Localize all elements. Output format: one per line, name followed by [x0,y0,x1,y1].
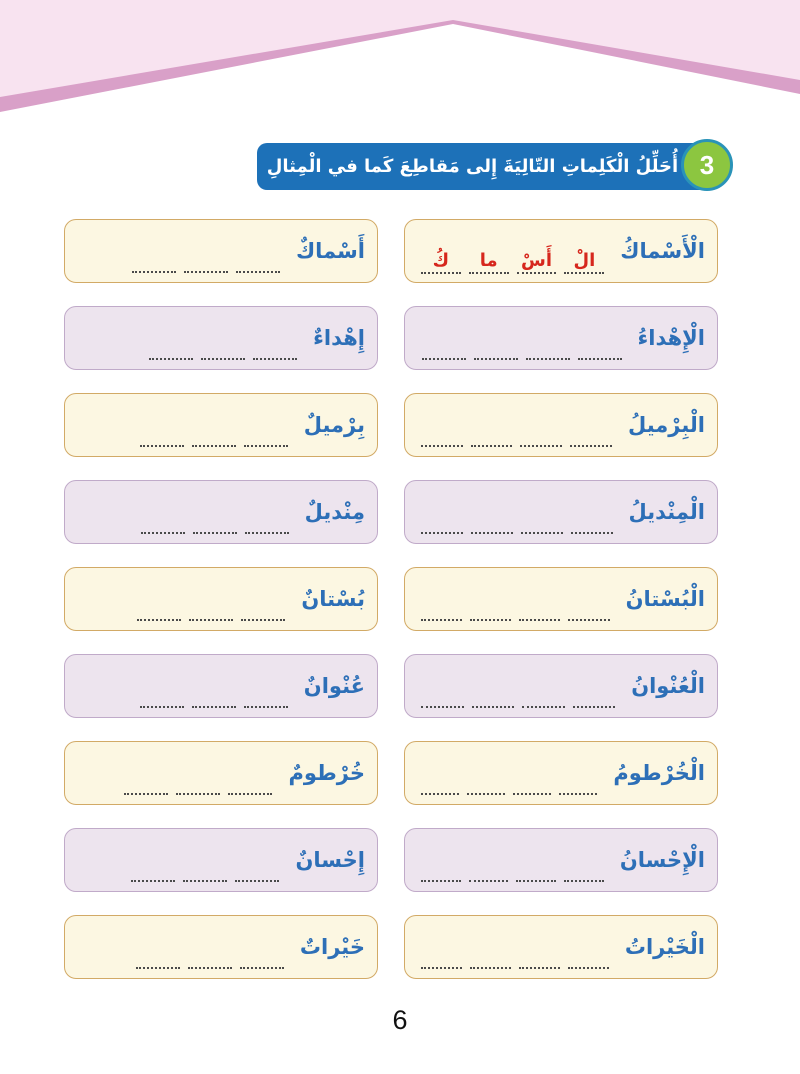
word-box-without-article [64,393,378,457]
word-box-with-article [404,306,718,370]
arabic-word: مِنْديلٌ [304,500,365,524]
syllable-blank [149,332,193,360]
syllable-blank [137,593,181,621]
syllable-blank [467,767,505,795]
exercise-row [64,480,718,544]
syllable-blank [568,593,609,621]
syllable-blank [176,767,220,795]
syllable-blank [245,506,289,534]
syllable-blank [564,854,604,882]
syllable-blank [568,941,609,969]
syllable-blank [470,941,511,969]
arabic-word-with-article: الْخُرْطومُ [613,761,705,785]
syllable-blank [513,767,551,795]
syllable-blank [520,419,562,447]
word-box-with-article [404,915,718,979]
arabic-word: أَسْماكٌ [295,239,365,263]
exercise-title-bar [257,143,715,190]
syllable-blank [421,854,461,882]
syllable-blank [421,593,462,621]
syllable-blank [516,854,556,882]
syllable-blank [131,854,175,882]
arabic-word: بِرْميلٌ [303,413,365,437]
syllable-blank [470,593,511,621]
example-syllable: كُ [421,245,461,274]
word-box-with-article [404,741,718,805]
word-box-without-article [64,567,378,631]
syllable-blank [201,332,245,360]
syllable-blank [578,332,622,360]
syllable-blank [183,854,227,882]
syllable-blank [471,419,513,447]
arabic-word: خُرْطومٌ [288,761,365,785]
syllable-blank [192,419,236,447]
word-box-without-article [64,828,378,892]
syllable-blank [571,506,613,534]
syllable-blank [422,332,466,360]
word-box-without-article [64,306,378,370]
syllable-blank [132,245,176,273]
syllable-blank [184,245,228,273]
word-box-without-article [64,480,378,544]
syllable-blank [244,419,288,447]
exercise-row [64,393,718,457]
example-syllable: ما [469,245,509,274]
syllable-blank [519,941,560,969]
syllable-blank [522,680,565,708]
syllable-blank [421,767,459,795]
exercise-row [64,828,718,892]
syllable-blank [421,941,462,969]
syllable-blank [471,506,513,534]
word-box-with-article [404,219,718,283]
example-syllable: أَسْ [517,245,557,274]
syllable-blank [570,419,612,447]
page-top-decoration [0,0,800,150]
arabic-word-with-article: الْخَيْراتُ [624,935,705,959]
syllable-blank [472,680,515,708]
syllable-blank [573,680,616,708]
arabic-word-with-article: الْإِهْداءُ [637,326,705,350]
syllable-blank [136,941,180,969]
exercise-grid [64,219,718,979]
word-box-without-article [64,915,378,979]
syllable-blank [519,593,560,621]
syllable-blank [235,854,279,882]
arabic-word: إِحْسانٌ [295,848,365,872]
syllable-blank [140,419,184,447]
word-box-without-article [64,654,378,718]
word-box-with-article [404,480,718,544]
word-box-without-article [64,741,378,805]
exercise-row [64,654,718,718]
word-box-without-article [64,219,378,283]
exercise-row [64,741,718,805]
syllable-blank [192,680,236,708]
arabic-word-with-article: الْبُسْتانُ [625,587,705,611]
exercise-row [64,567,718,631]
arabic-word: عُنْوانٌ [303,674,365,698]
syllable-blank [469,854,509,882]
syllable-blank [421,506,463,534]
syllable-blank [236,245,280,273]
syllable-blank [421,419,463,447]
arabic-word: بُسْتانٌ [301,587,365,611]
example-syllable: الْ [564,245,604,274]
exercise-row [64,219,718,283]
syllable-blank [140,680,184,708]
word-box-with-article [404,393,718,457]
syllable-blank [228,767,272,795]
syllable-blank [253,332,297,360]
page-number: 6 [392,1005,408,1035]
syllable-blank [141,506,185,534]
arabic-word-with-article: الْإِحْسانُ [619,848,705,872]
syllable-blank [124,767,168,795]
arabic-word: إِهْداءٌ [313,326,365,350]
syllable-blank [421,680,464,708]
syllable-blank [241,593,285,621]
syllable-blank [474,332,518,360]
arabic-word-with-article: الْبِرْميلُ [627,413,705,437]
word-box-with-article [404,654,718,718]
exercise-number-badge [681,139,733,191]
syllable-blank [193,506,237,534]
syllable-blank [188,941,232,969]
exercise-title: أُحَلِّلُ الْكَلِماتِ التّالِيَةَ إِلى مَقاطِعَ كَما في الْمِثالِ [266,156,679,177]
syllable-blank [559,767,597,795]
arabic-word-with-article: الْعُنْوانُ [631,674,705,698]
syllable-blank [240,941,284,969]
exercise-number: 3 [699,149,715,180]
word-box-with-article [404,828,718,892]
exercise-row [64,915,718,979]
syllable-blank [244,680,288,708]
arabic-word: خَيْراتٌ [299,935,365,959]
exercise-row [64,306,718,370]
syllable-blank [526,332,570,360]
syllable-blank [521,506,563,534]
word-box-with-article [404,567,718,631]
arabic-word-with-article: الْمِنْديلُ [628,500,705,524]
syllable-blank [189,593,233,621]
arabic-word-with-article: الْأَسْماكُ [620,239,705,263]
